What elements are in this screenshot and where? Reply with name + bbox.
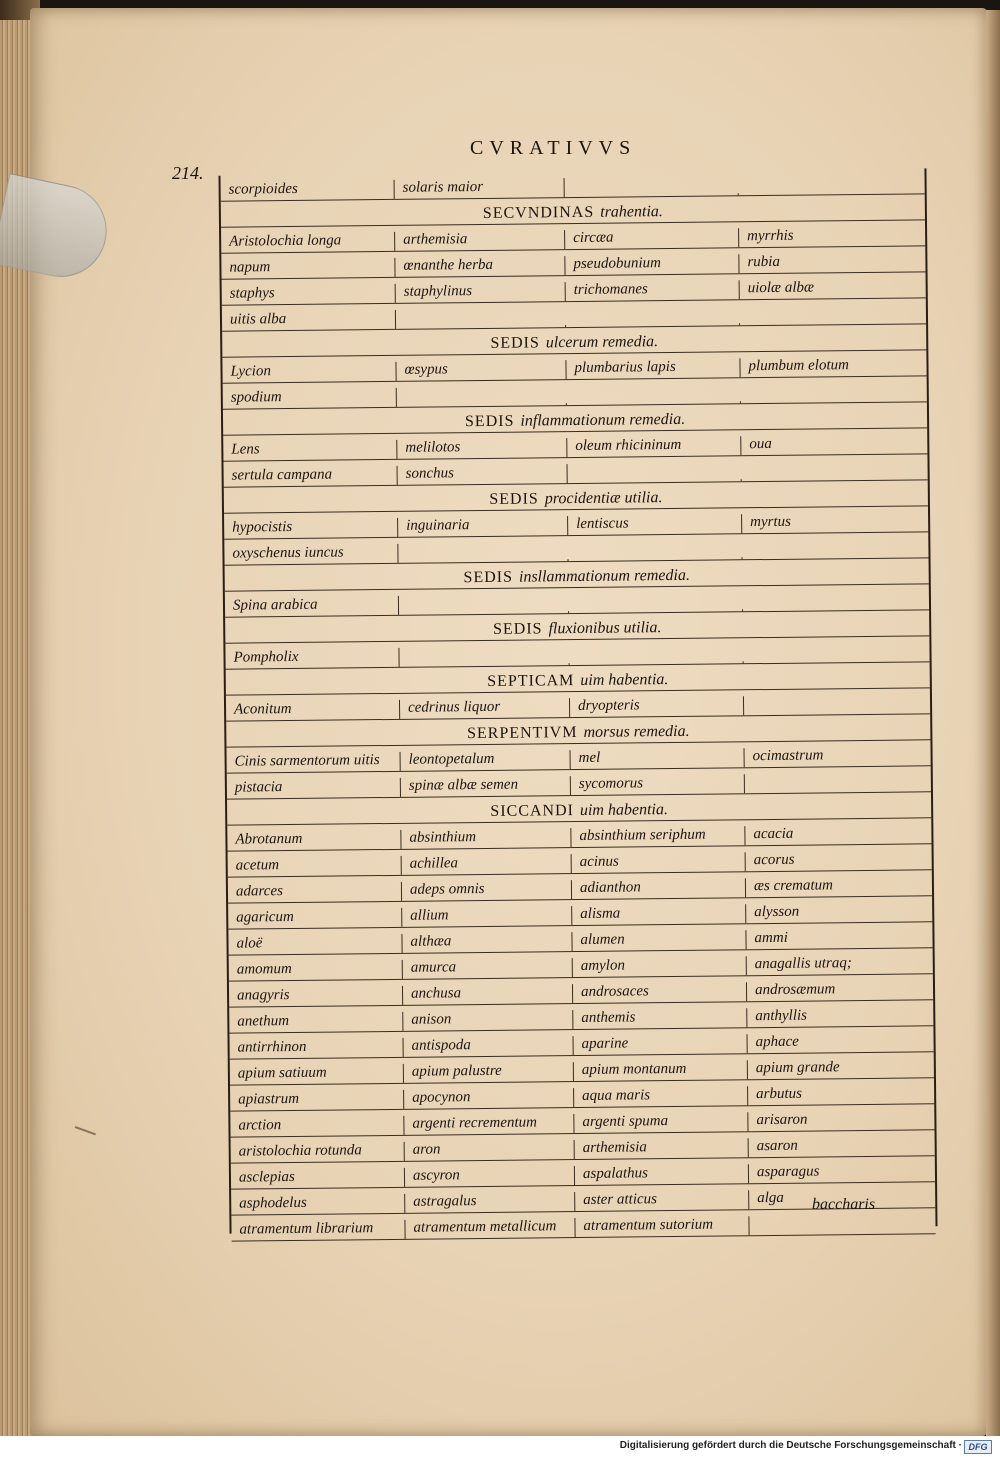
table-cell: apocynon (404, 1088, 574, 1109)
table-cell: anethum (229, 1012, 403, 1033)
table-cell: astragalus (405, 1192, 575, 1213)
table-cell: Aristolochia longa (221, 232, 395, 253)
table-cell: ascyron (405, 1166, 575, 1187)
table-cell: atramentum metallicum (405, 1218, 575, 1239)
table-cell: asphodelus (231, 1194, 405, 1215)
table-cell: ammi (754, 929, 788, 947)
table-cell: Pompholix (225, 648, 399, 669)
table-cell: antispoda (404, 1036, 574, 1057)
table-cell: argenti spuma (574, 1112, 748, 1133)
table-cell: apium grande (755, 1059, 840, 1077)
table-cell: dryopteris (570, 696, 744, 717)
table-cell: asaron (756, 1137, 798, 1155)
table-cell: melilotos (397, 438, 567, 459)
section-subtitle: morsus remedia. (583, 722, 690, 741)
table-cell: apium satiuum (230, 1064, 404, 1085)
section-caps: SEPTICAM (487, 672, 575, 690)
table-cell: arthemisia (575, 1138, 749, 1159)
table-cell: agaricum (228, 908, 402, 929)
table-cell: æs crematum (753, 877, 834, 895)
table-cell: myrrhis (747, 227, 794, 245)
table-cell: asclepias (231, 1168, 405, 1189)
table-cell: pistacia (227, 778, 401, 799)
table-cell: adianthon (572, 878, 746, 899)
table-cell: solaris maior (395, 178, 565, 199)
table-cell: absinthium seriphum (571, 826, 745, 847)
table-cell: Lens (223, 440, 397, 461)
table-cell: anthyllis (755, 1007, 808, 1025)
table-cell: alysson (754, 903, 800, 921)
section-caps: SEDIS (490, 334, 540, 352)
table-cell: anagallis utraq; (754, 955, 852, 973)
table-cell: œnanthe herba (395, 256, 565, 277)
table-cell: alga (757, 1189, 784, 1207)
table-cell: ocimastrum (752, 747, 824, 765)
section-subtitle: ulcerum remedia. (545, 333, 659, 352)
catchword: baccharis (812, 1196, 876, 1213)
table-cell: sonchus (398, 464, 568, 485)
table-cell: anthemis (573, 1008, 747, 1029)
table-cell: apium montanum (574, 1060, 748, 1081)
table-cell: adarces (228, 882, 402, 903)
dfg-credit: Digitalisierung gefördert durch die Deutsche Forschungsgemeinschaft · (619, 1440, 962, 1451)
section-caps: SEDIS (464, 412, 515, 431)
table-cell: staphys (222, 284, 396, 305)
table-cell: plumbum elotum (748, 357, 850, 375)
table-cell: spinæ albæ semen (401, 776, 571, 797)
table-cell: napum (221, 258, 395, 279)
dfg-logo: DFG (964, 1440, 992, 1454)
table-cell: althæa (402, 932, 572, 953)
table-cell: leontopetalum (401, 750, 571, 771)
table-cell: anagyris (229, 986, 403, 1007)
table-cell: sycomorus (571, 774, 745, 795)
table-cell: amomum (229, 960, 403, 981)
table-cell: androsæmum (754, 981, 836, 999)
table-cell: rubia (747, 253, 781, 271)
table-cell: amylon (573, 956, 747, 977)
table-cell: arisaron (756, 1111, 808, 1129)
table-cell: argenti recrementum (404, 1114, 574, 1135)
section-caps: SEDIS (492, 620, 543, 638)
section-caps: SECVNDINAS (482, 203, 595, 222)
table-cell: allium (402, 906, 572, 927)
table-cell: spodium (223, 388, 397, 409)
table-cell: Lycion (222, 362, 396, 383)
table-cell: circæa (565, 228, 739, 249)
section-subtitle: insllammationum remedia. (518, 566, 690, 586)
table-cell: mel (571, 748, 745, 769)
table-cell: plumbarius lapis (566, 358, 740, 379)
table-cell: atramentum sutorium (575, 1216, 749, 1237)
table-cell: aster atticus (575, 1190, 749, 1211)
section-subtitle: uim habentia. (580, 671, 669, 689)
table-cell: arthemisia (395, 230, 565, 251)
table-cell: cedrinus liquor (400, 698, 570, 719)
table-cell: alisma (572, 904, 746, 925)
table-cell: androsaces (573, 982, 747, 1003)
table-body (220, 168, 935, 1241)
table-cell: aparine (574, 1034, 748, 1055)
table-cell: alumen (572, 930, 746, 951)
table-cell: anchusa (403, 984, 573, 1005)
table-cell: hypocistis (224, 518, 398, 539)
running-head: CVRATIVVS (470, 137, 637, 159)
table-cell: acinus (572, 852, 746, 873)
table-cell: Spina arabica (225, 596, 399, 617)
table-cell: atramentum librarium (231, 1220, 405, 1241)
table-cell: pseudobunium (565, 254, 739, 275)
section-caps: SEDIS (489, 490, 539, 508)
section-subtitle: uim habentia. (579, 801, 669, 819)
table-cell: uitis alba (222, 310, 396, 331)
table-cell: antirrhinon (230, 1038, 404, 1059)
table-cell: œsypus (396, 360, 566, 381)
section-subtitle: inflammationum remedia. (520, 410, 686, 430)
table-cell: acorus (753, 851, 795, 869)
table-cell: achillea (402, 854, 572, 875)
table-cell: asparagus (756, 1163, 820, 1181)
table-cell: acacia (753, 825, 794, 843)
page-number: 214. (172, 163, 204, 183)
table-cell: arction (230, 1116, 404, 1137)
table-cell: staphylinus (396, 282, 566, 303)
table-cell: inguinaria (398, 516, 568, 537)
table-cell: aron (405, 1140, 575, 1161)
table-cell: absinthium (401, 828, 571, 849)
right-page-edge (986, 10, 1000, 1440)
table-cell: amurca (403, 958, 573, 979)
section-caps: SICCANDI (490, 802, 575, 820)
table-cell: Cinis sarmentorum uitis (227, 752, 401, 773)
section-caps: SEDIS (463, 568, 514, 587)
section-subtitle: fluxionibus utilia. (548, 619, 662, 638)
table-cell: oleum rhicininum (567, 436, 741, 457)
table-cell: aristolochia rotunda (231, 1142, 405, 1163)
table-cell: myrtus (750, 513, 792, 531)
table-cell: apiastrum (230, 1090, 404, 1111)
table-cell: apium palustre (404, 1062, 574, 1083)
table-cell: acetum (228, 856, 402, 877)
table-cell: lentiscus (568, 514, 742, 535)
herb-table (218, 168, 937, 1238)
table-cell: aphace (755, 1033, 799, 1051)
table-cell: oua (749, 435, 772, 453)
table-cell: Abrotanum (227, 830, 401, 851)
table-cell: oxyschenus iuncus (224, 544, 398, 565)
table-cell: anison (403, 1010, 573, 1031)
section-subtitle: procidentiæ utilia. (544, 489, 663, 508)
section-subtitle: trahentia. (600, 203, 663, 221)
table-cell: uiolæ albæ (747, 279, 815, 297)
table-cell: Aconitum (226, 700, 400, 721)
table-cell: arbutus (756, 1085, 803, 1103)
table-cell: trichomanes (566, 280, 740, 301)
table-cell: sertula campana (224, 466, 398, 487)
table-cell: scorpioides (221, 180, 395, 201)
section-caps: SERPENTIVM (466, 724, 578, 743)
table-cell: aqua maris (574, 1086, 748, 1107)
table-cell: aspalathus (575, 1164, 749, 1185)
table-cell: adeps omnis (402, 880, 572, 901)
table-cell: aloë (228, 934, 402, 955)
